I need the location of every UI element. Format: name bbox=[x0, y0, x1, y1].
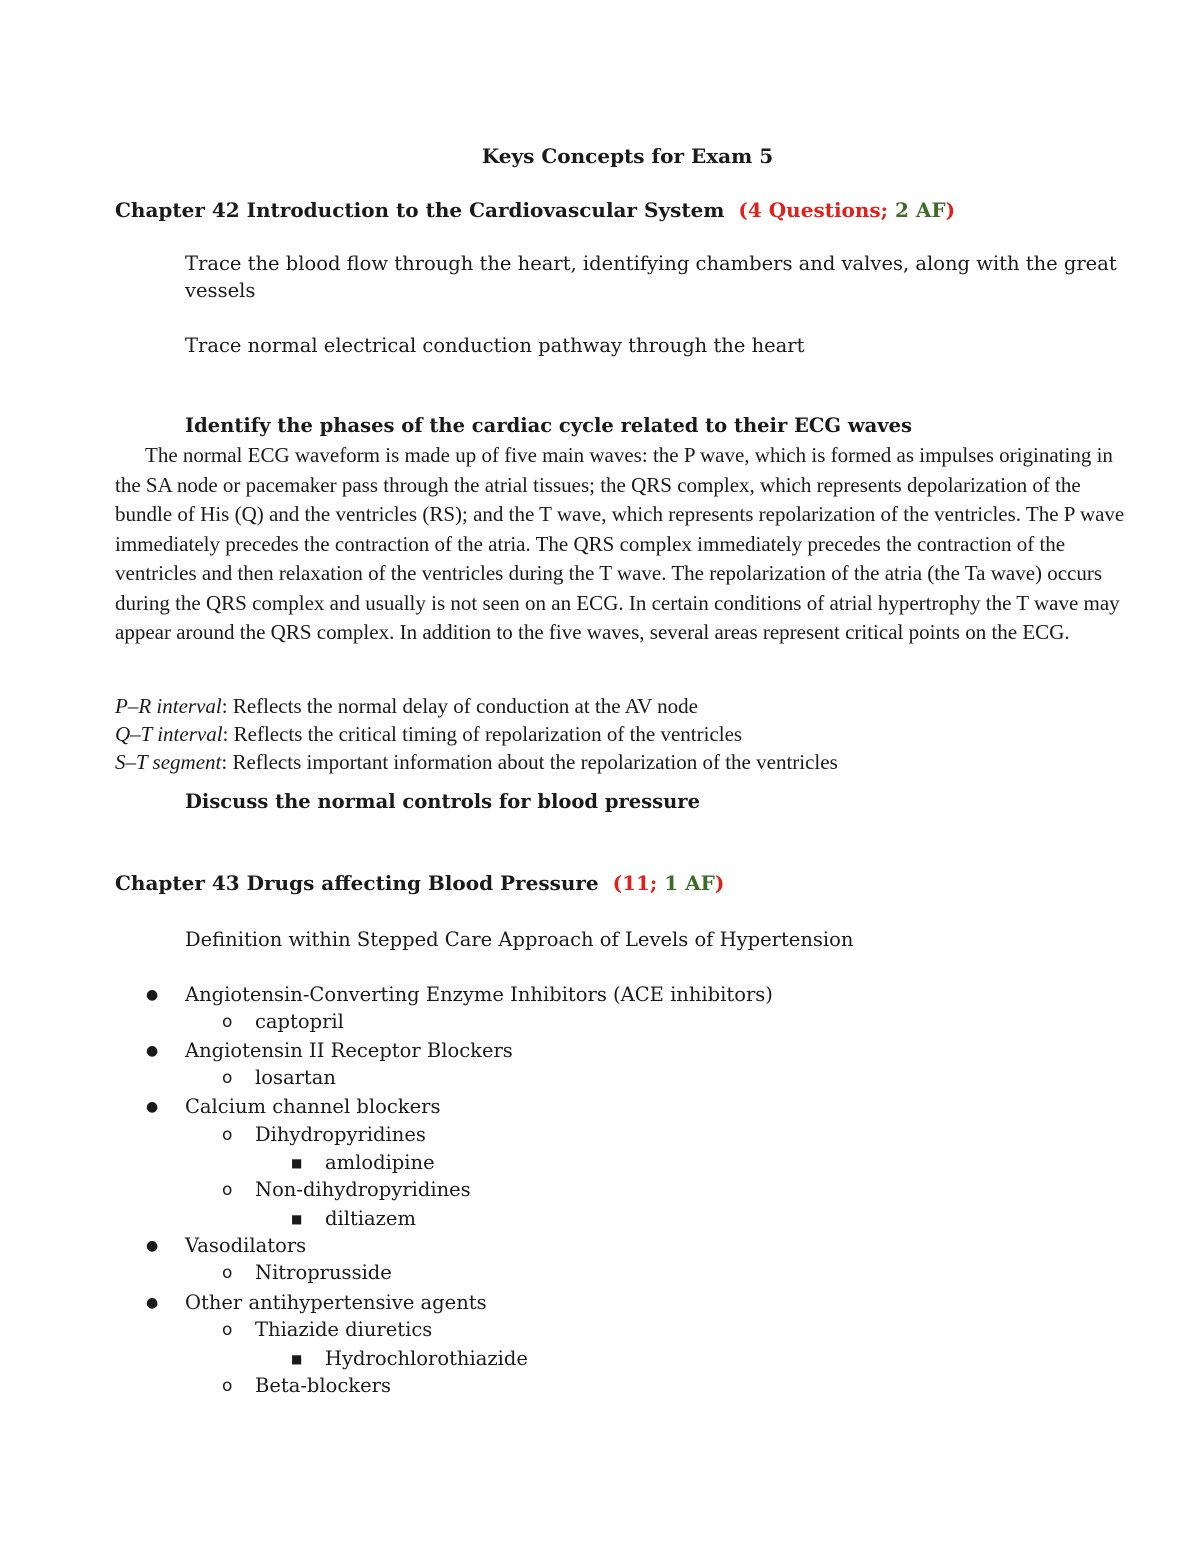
ecg-heading: Identify the phases of the cardiac cycle related to their ECG waves bbox=[185, 414, 912, 437]
sub-bullet-marker: o bbox=[222, 1125, 233, 1145]
chapter-43-af-count: 1 AF bbox=[664, 871, 715, 895]
sub-bullet-marker: o bbox=[222, 1263, 233, 1283]
segment-st-term: S–T segment bbox=[115, 750, 222, 774]
chapter-43-paren-close: ) bbox=[714, 871, 725, 895]
interval-qt-desc: : Reflects the critical timing of repolarization of the ventricles bbox=[222, 722, 743, 746]
bullet-marker: ● bbox=[146, 987, 159, 1003]
list-item-vasodilators: Vasodilators bbox=[185, 1234, 307, 1257]
document-title: Keys Concepts for Exam 5 bbox=[481, 144, 774, 168]
bullet-marker: ● bbox=[146, 1238, 159, 1254]
interval-qt bbox=[115, 720, 742, 748]
interval-pr-term: P–R interval bbox=[115, 694, 222, 718]
bullet-marker: ● bbox=[146, 1295, 159, 1311]
trace-blood-flow-line2: vessels bbox=[185, 279, 256, 302]
sub-sub-bullet-marker: ■ bbox=[291, 1212, 303, 1226]
chapter-42-heading: Chapter 42 Introduction to the Cardiovascular System bbox=[115, 198, 725, 222]
sub-bullet-marker: o bbox=[222, 1068, 233, 1088]
stepped-care-definition: Definition within Stepped Care Approach of Levels of Hypertension bbox=[185, 928, 854, 951]
bp-controls-heading: Discuss the normal controls for blood pressure bbox=[185, 790, 700, 813]
sub-bullet-marker: o bbox=[222, 1376, 233, 1396]
list-item-amlodipine: amlodipine bbox=[325, 1151, 435, 1174]
chapter-43-question-count: 11; bbox=[622, 871, 658, 895]
chapter-42-question-count: 4 Questions; bbox=[747, 198, 889, 222]
list-item-calcium-channel-blockers: Calcium channel blockers bbox=[185, 1095, 441, 1118]
sub-sub-bullet-marker: ■ bbox=[291, 1352, 303, 1366]
sub-bullet-marker: o bbox=[222, 1320, 233, 1340]
bullet-marker: ● bbox=[146, 1099, 159, 1115]
chapter-43-paren-open: ( bbox=[612, 871, 623, 895]
interval-pr-desc: : Reflects the normal delay of conduction at the AV node bbox=[221, 694, 699, 718]
list-item-other-antihypertensive-agents: Other antihypertensive agents bbox=[185, 1291, 487, 1314]
chapter-43-heading-line bbox=[115, 870, 724, 896]
list-item-non-dihydropyridines: Non-dihydropyridines bbox=[255, 1178, 471, 1201]
segment-st-desc: : Reflects important information about the repolarization of the ventricles bbox=[221, 750, 838, 774]
list-item-captopril: captopril bbox=[255, 1010, 344, 1033]
list-item-losartan: losartan bbox=[255, 1066, 336, 1089]
chapter-42-paren-open: ( bbox=[738, 198, 748, 222]
sub-bullet-marker: o bbox=[222, 1012, 233, 1032]
chapter-42-paren-close: ) bbox=[945, 198, 956, 222]
list-item-hydrochlorothiazide: Hydrochlorothiazide bbox=[325, 1347, 528, 1370]
list-item-thiazide-diuretics: Thiazide diuretics bbox=[255, 1318, 433, 1341]
list-item-arbs: Angiotensin II Receptor Blockers bbox=[185, 1039, 513, 1062]
interval-qt-term: Q–T interval bbox=[115, 722, 223, 746]
list-item-dihydropyridines: Dihydropyridines bbox=[255, 1123, 426, 1146]
ecg-paragraph: The normal ECG waveform is made up of five main waves: the P wave, which is formed as impulses originating in the SA node or pacemaker pass through the atrial tissues; the QRS complex, which represents depolarization of the bundle of His (Q) and the ventricles (RS); and the T wave, which represents repolarization of the ventricles. The P wave immediately precedes the contraction of the atria. The QRS complex immediately precedes the contraction of the ventricles and then relaxation of the ventricles during the T wave. The repolarization of the atria (the Ta wave) occurs during the QRS complex and usually is not seen on an ECG. In certain conditions of atrial hypertrophy the T wave may appear around the QRS complex. In addition to the five waves, several areas represent critical points on the ECG. bbox=[115, 443, 1125, 644]
interval-pr bbox=[115, 692, 698, 720]
sub-bullet-marker: o bbox=[222, 1180, 233, 1200]
chapter-43-heading: Chapter 43 Drugs affecting Blood Pressure bbox=[115, 871, 599, 895]
list-item-beta-blockers: Beta-blockers bbox=[255, 1374, 391, 1397]
chapter-42-heading-line bbox=[115, 197, 955, 223]
list-item-nitroprusside: Nitroprusside bbox=[255, 1261, 392, 1284]
list-item-diltiazem: diltiazem bbox=[325, 1207, 416, 1230]
segment-st bbox=[115, 748, 838, 776]
list-item-ace-inhibitors: Angiotensin-Converting Enzyme Inhibitors (ACE inhibitors) bbox=[185, 983, 773, 1006]
trace-electrical-conduction: Trace normal electrical conduction pathway through the heart bbox=[185, 334, 805, 357]
sub-sub-bullet-marker: ■ bbox=[291, 1156, 303, 1170]
chapter-42-af-count: 2 AF bbox=[895, 198, 946, 222]
bullet-marker: ● bbox=[146, 1043, 159, 1059]
trace-blood-flow-line1: Trace the blood flow through the heart, identifying chambers and valves, along with the great bbox=[185, 252, 1117, 275]
